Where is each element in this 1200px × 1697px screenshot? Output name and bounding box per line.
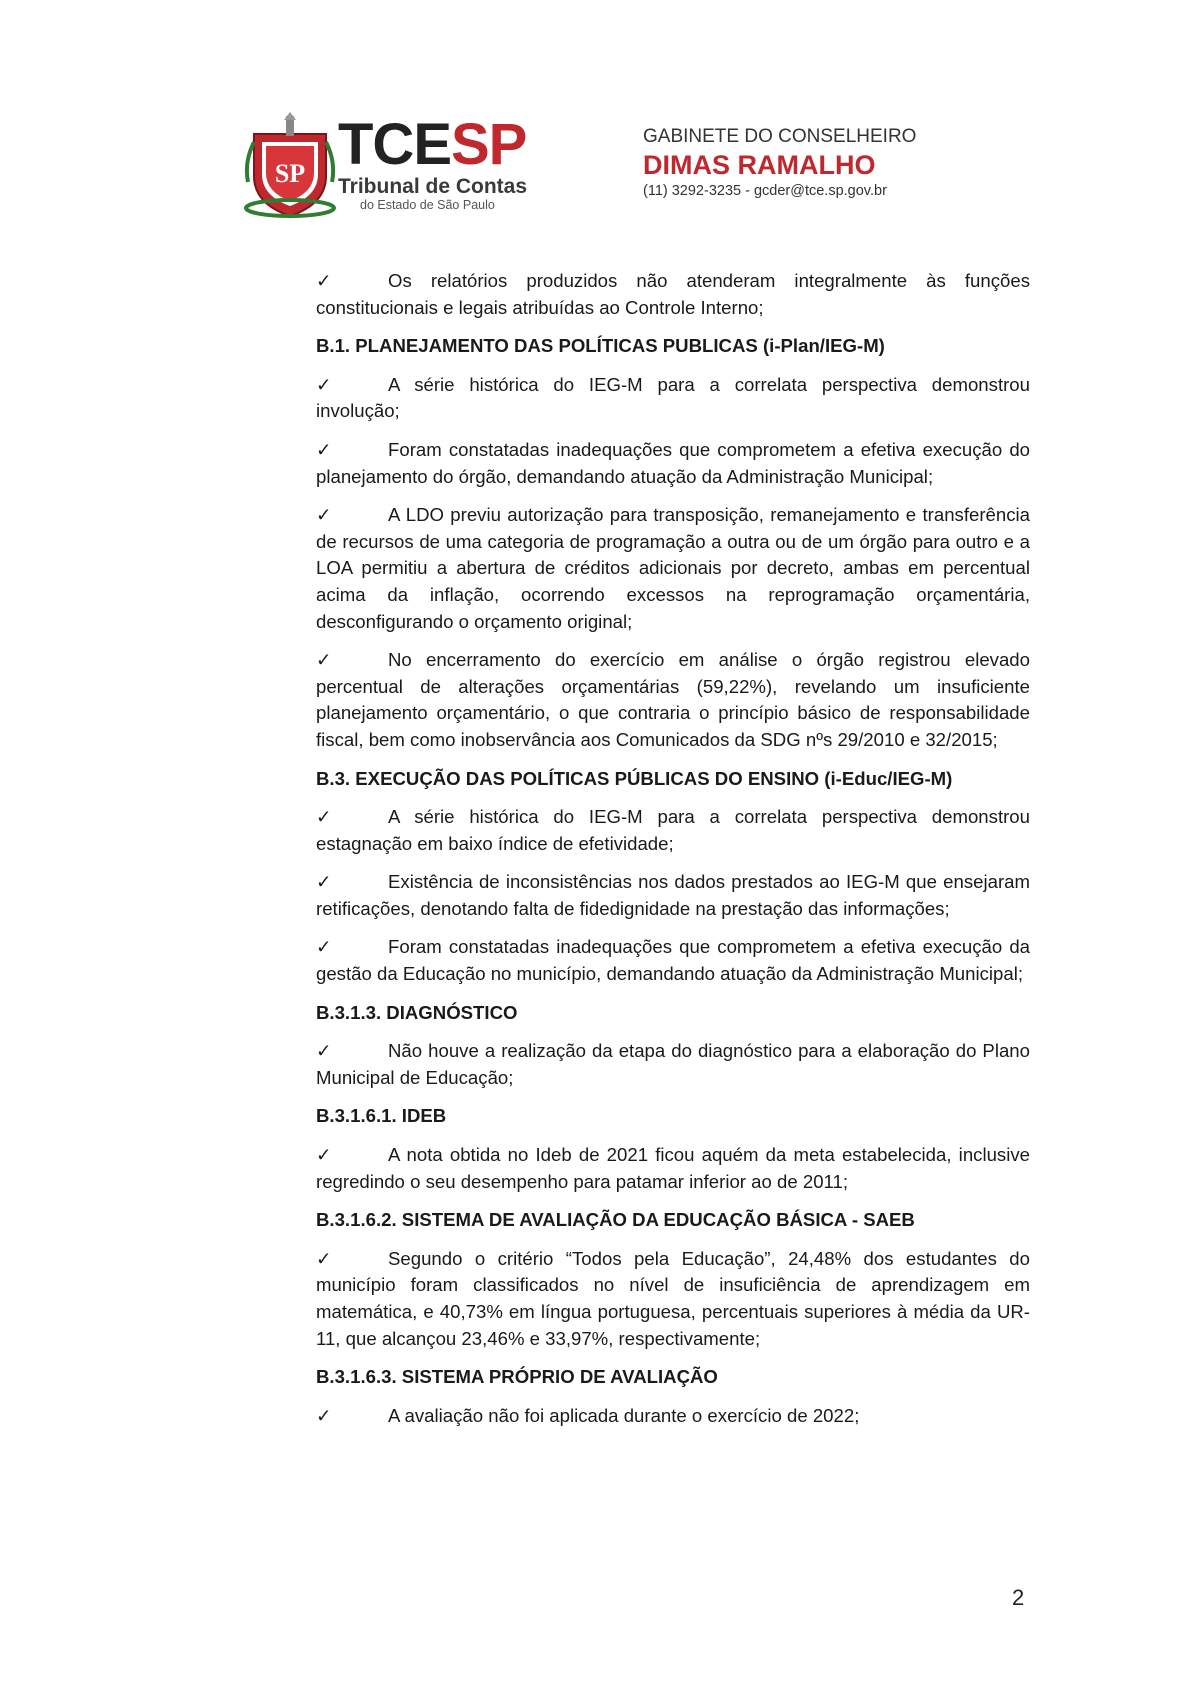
checkmark-icon: ✓: [316, 1144, 332, 1166]
checklist-item: [316, 437, 1030, 490]
section-heading: B.1. PLANEJAMENTO DAS POLÍTICAS PUBLICAS (i-Plan/IEG-M): [316, 335, 885, 357]
checkmark-icon: ✓: [316, 1040, 332, 1062]
tcesp-logo: [240, 112, 570, 222]
checklist-item: [316, 1142, 1030, 1195]
checkmark-icon: ✓: [316, 270, 332, 291]
checklist-item-text: Foram constatadas inadequações que comprometem a efetiva execução do planejamento do órgão, demandando atuação da Administração Municipal;: [316, 438, 1030, 487]
checkmark-icon: ✓: [316, 936, 332, 958]
checklist-item: [316, 1403, 1030, 1430]
checklist-item-text: Os relatórios produzidos não atenderam integralmente às funções constitucionais e legais atribuídas ao Controle Interno;: [316, 270, 1030, 318]
document-body: [316, 268, 1030, 1441]
checklist-item: [316, 804, 1030, 857]
checklist-item: [316, 502, 1030, 635]
checklist-item-text: A avaliação não foi aplicada durante o exercício de 2022;: [388, 1404, 860, 1426]
checkmark-icon: ✓: [316, 871, 332, 893]
checklist-item-text: No encerramento do exercício em análise o órgão registrou elevado percentual de alterações orçamentárias (59,22%), revelando um insuficiente planejamento orçamentário, o que contraria o princípio básico de responsabilidade fiscal, bem como inobservância aos Comunicados da SDG nºs 29/2010 e 32/2015;: [316, 649, 1030, 750]
section-heading: B.3.1.6.3. SISTEMA PRÓPRIO DE AVALIAÇÃO: [316, 1366, 718, 1388]
checklist-item-text: A série histórica do IEG-M para a correlata perspectiva demonstrou estagnação em baixo índice de efetividade;: [316, 806, 1030, 854]
checklist-item: [316, 869, 1030, 922]
checklist-item: [316, 1246, 1030, 1352]
section-heading: B.3.1.6.2. SISTEMA DE AVALIAÇÃO DA EDUCAÇÃO BÁSICA - SAEB: [316, 1209, 915, 1231]
checklist-item-text: A nota obtida no Ideb de 2021 ficou aquém da meta estabelecida, inclusive regredindo o seu desempenho para patamar inferior ao de 2011;: [316, 1144, 1030, 1192]
checklist-item: [316, 934, 1030, 987]
office-title: GABINETE DO CONSELHEIRO: [643, 126, 917, 147]
svg-text:SP: SP: [274, 159, 306, 188]
checkmark-icon: ✓: [316, 438, 332, 460]
checklist-item-text: Existência de inconsistências nos dados prestados ao IEG-M que ensejaram retificações, denotando falta de fidedignidade na prestação das informações;: [316, 871, 1030, 919]
checkmark-icon: ✓: [316, 1247, 332, 1269]
checklist-item-text: A LDO previu autorização para transposição, remanejamento e transferência de recursos de uma categoria de programação a outra ou de um órgão para outro e a LOA permitiu a abertura de créditos adicionais por decreto, ambas em percentual acima da inflação, ocorrendo excessos na reprogramação orçamentária, desconfigurando o orçamento original;: [316, 504, 1030, 632]
checklist-item: [316, 372, 1030, 425]
checklist-item-text: A série histórica do IEG-M para a correlata perspectiva demonstrou involução;: [316, 373, 1030, 422]
sao-paulo-seal-icon: [240, 112, 340, 222]
checkmark-icon: ✓: [316, 373, 332, 395]
page-number: 2: [1012, 1585, 1025, 1610]
office-name: DIMAS RAMALHO: [643, 150, 876, 180]
checklist-item-text: Não houve a realização da etapa do diagnóstico para a elaboração do Plano Municipal de Educação;: [316, 1040, 1030, 1088]
section-heading: B.3.1.3. DIAGNÓSTICO: [316, 1001, 518, 1023]
checklist-item: [316, 268, 1030, 321]
logo-subtitle-2: do Estado de São Paulo: [360, 198, 495, 212]
checkmark-icon: ✓: [316, 1404, 332, 1426]
section-heading: B.3. EXECUÇÃO DAS POLÍTICAS PÚBLICAS DO ENSINO (i-Educ/IEG-M): [316, 767, 953, 789]
checkmark-icon: ✓: [316, 649, 332, 671]
logo-subtitle: Tribunal de Contas: [338, 175, 528, 198]
section-heading: B.3.1.6.1. IDEB: [316, 1105, 447, 1127]
checkmark-icon: ✓: [316, 504, 332, 526]
checklist-item-text: Foram constatadas inadequações que comprometem a efetiva execução da gestão da Educação no município, demandando atuação da Administração Municipal;: [316, 936, 1030, 985]
office-block: [643, 126, 943, 200]
logo-brand: TCESP: [338, 112, 527, 177]
office-contact: (11) 3292-3235 - gcder@tce.sp.gov.br: [643, 183, 887, 199]
checklist-item-text: Segundo o critério “Todos pela Educação”, 24,48% dos estudantes do município foram classificados no nível de insuficiência de aprendizagem em matemática, e 40,73% em língua portuguesa, percentuais superiores à média da UR-11, que alcançou 23,46% e 33,97%, respectivamente;: [316, 1247, 1030, 1349]
checklist-item: [316, 647, 1030, 753]
checklist-item: [316, 1038, 1030, 1091]
checkmark-icon: ✓: [316, 806, 332, 828]
page-header: [0, 0, 1200, 240]
